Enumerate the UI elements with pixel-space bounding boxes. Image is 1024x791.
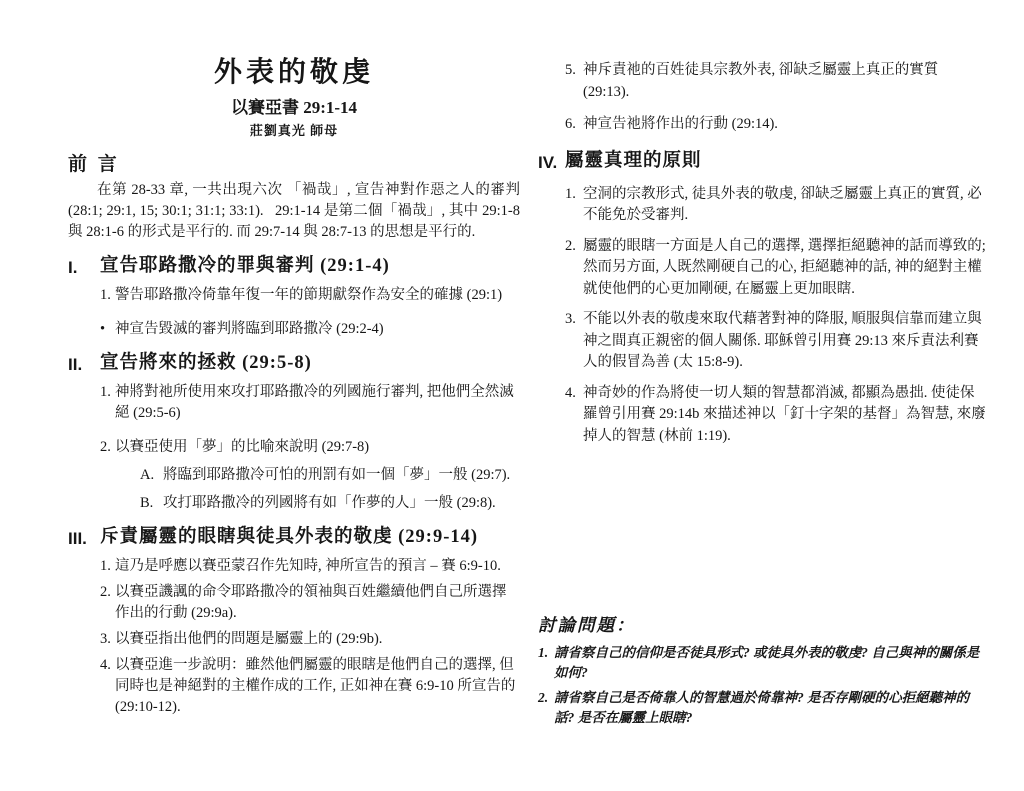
item-marker: 1.	[100, 287, 111, 303]
outline-item	[100, 285, 520, 306]
item-text: 這乃是呼應以賽亞蒙召作先知時, 神所宣告的預言 – 賽 6:9-10.	[115, 558, 501, 574]
discussion-question	[538, 643, 988, 682]
outline-item	[100, 582, 520, 624]
item-marker: 5.	[565, 62, 576, 78]
outline-item	[100, 319, 520, 340]
question-text: 請省察自己是否倚靠人的智慧過於倚靠神? 是否存剛硬的心拒絕聽神的話? 是否在屬靈上眼瞎?	[554, 690, 970, 725]
outline-item	[100, 629, 520, 650]
section-iii	[68, 525, 520, 718]
section-title: 屬靈真理的原則	[565, 150, 702, 171]
outline-item	[100, 437, 520, 458]
section-iii-heading	[68, 525, 520, 551]
preface-paragraph: 在第 28-33 章, 一共出現六次 「禍哉」, 宣告神對作惡之人的審判 (28:1; 29:1, 15; 30:1; 31:1; 33:1). 29:1-14 是第二個「禍哉」, 其中 29:1-8 與 28:1-6 的形式是平行的. 而 29:7-14 與 28:7-13 的思想是平行的.	[68, 182, 520, 240]
outline-item	[565, 309, 988, 374]
section-iii-items	[100, 556, 520, 718]
outline-item	[565, 114, 988, 136]
section-iv	[538, 149, 988, 448]
outline-item	[565, 60, 988, 103]
item-marker: 6.	[565, 116, 576, 132]
item-text: 屬靈的眼瞎一方面是人自己的選擇, 選擇拒絕聽神的話而導致的; 然而另方面, 人既然剛硬自己的心, 拒絕聽神的話, 神的絕對主權就使他們的心更加剛硬, 在屬靈上更加眼瞎.	[583, 237, 986, 297]
author-line: 莊劉真光 師母	[249, 123, 339, 138]
item-marker: 3.	[565, 311, 576, 327]
bullet-icon: •	[100, 321, 106, 337]
outline-item	[100, 556, 520, 577]
subitem-text: 將臨到耶路撒冷可怕的刑罰有如一個「夢」一般 (29:7).	[163, 467, 511, 483]
section-title: 斥責屬靈的眼瞎與徒具外表的敬虔 (29:9-14)	[100, 527, 479, 547]
item-text: 神斥責祂的百姓徒具宗教外表, 卻缺乏屬靈上真正的實質 (29:13).	[583, 62, 939, 100]
subitem-marker: A.	[140, 467, 155, 483]
item-text: 神宣告祂將作出的行動 (29:14).	[583, 116, 778, 132]
discussion-heading: 討論問題：	[538, 615, 636, 635]
section-numeral: II.	[68, 355, 83, 374]
subitem-text: 攻打耶路撒冷的列國將有如「作夢的人」一般 (29:8).	[163, 495, 496, 511]
outline-item	[100, 382, 520, 424]
outline-item	[100, 655, 520, 718]
item-text: 神奇妙的作為將使一切人類的智慧都消滅, 都顯為愚拙. 使徒保羅曾引用賽 29:14b 來描述神以「釘十字架的基督」為智慧, 來廢掉人的智慧 (林前 1:19).	[583, 384, 986, 444]
item-text: 以賽亞進一步說明：雖然他們屬靈的眼瞎是他們自己的選擇, 但同時也是神絕對的主權作成的工作, 正如神在賽 6:9-10 所宣告的 (29:10-12).	[115, 657, 516, 715]
item-text: 以賽亞譏諷的命令耶路撒冷的領袖與百姓繼續他們自己所選擇作出的行動 (29:9a).	[115, 584, 507, 621]
scripture-reference: 以賽亞書 29:1-14	[230, 98, 358, 117]
item-text: 不能以外表的敬虔來取代藉著對神的降服, 順服與信靠而建立與神之間真正親密的個人關係. 耶穌曾引用賽 29:13 來斥責法利賽人的假冒為善 (太 15:8-9).	[583, 311, 982, 370]
item-text: 以賽亞使用「夢」的比喻來說明 (29:7-8)	[115, 439, 370, 455]
section-iv-heading	[538, 149, 988, 175]
discussion-block	[538, 613, 988, 727]
section-title: 宣告將來的拯救 (29:5-8)	[100, 353, 312, 373]
item-marker: 3.	[100, 631, 111, 647]
section-ii-items	[100, 382, 520, 514]
question-marker: 1.	[538, 645, 549, 660]
item-text: 神將對祂所使用來攻打耶路撒冷的列國施行審判, 把他們全然滅絕 (29:5-6)	[115, 384, 514, 421]
section-numeral: III.	[68, 529, 87, 548]
document-header	[68, 56, 520, 140]
item-marker: 2.	[100, 584, 111, 600]
question-text: 請省察自己的信仰是否徒具形式? 或徒具外表的敬虔? 自己與神的關係是如何?	[554, 645, 980, 680]
section-ii-subitems	[140, 465, 520, 514]
item-marker: 4.	[565, 384, 576, 401]
item-marker: 1.	[100, 558, 111, 574]
item-marker: 4.	[100, 657, 111, 673]
outline-subitem	[140, 465, 520, 486]
outline-item	[565, 236, 988, 301]
item-text: 警告耶路撒冷倚靠年復一年的節期獻祭作為安全的確據 (29:1)	[115, 287, 503, 303]
item-text: 神宣告毀滅的審判將臨到耶路撒冷 (29:2-4)	[115, 321, 384, 337]
item-marker: 2.	[100, 439, 111, 455]
outline-item	[565, 184, 988, 227]
right-column	[538, 60, 988, 727]
item-text: 以賽亞指出他們的問題是屬靈上的 (29:9b).	[115, 631, 383, 647]
page-title: 外表的敬虔	[213, 57, 374, 88]
section-i-heading	[68, 254, 520, 280]
section-iv-items	[565, 184, 988, 448]
item-marker: 1.	[100, 384, 111, 400]
section-ii-heading	[68, 351, 520, 377]
section-title: 宣告耶路撒冷的罪與審判 (29:1-4)	[100, 256, 390, 276]
left-column	[68, 56, 520, 718]
section-i	[68, 254, 520, 340]
item-marker: 2.	[565, 237, 576, 254]
item-marker: 1.	[565, 185, 576, 202]
section-numeral: IV.	[538, 152, 558, 172]
section-i-items	[100, 285, 520, 340]
item-text: 空洞的宗教形式, 徒具外表的敬虔, 卻缺乏屬靈上真正的實質, 必不能免於受審判.	[583, 185, 982, 223]
preface-heading: 前 言	[68, 154, 120, 175]
section-numeral: I.	[68, 258, 78, 277]
subitem-marker: B.	[140, 495, 154, 511]
section-ii	[68, 351, 520, 514]
discussion-question	[538, 688, 988, 727]
outline-item	[565, 383, 988, 448]
outline-subitem	[140, 493, 520, 514]
question-marker: 2.	[538, 690, 549, 705]
section-iii-continued-items	[565, 60, 988, 136]
